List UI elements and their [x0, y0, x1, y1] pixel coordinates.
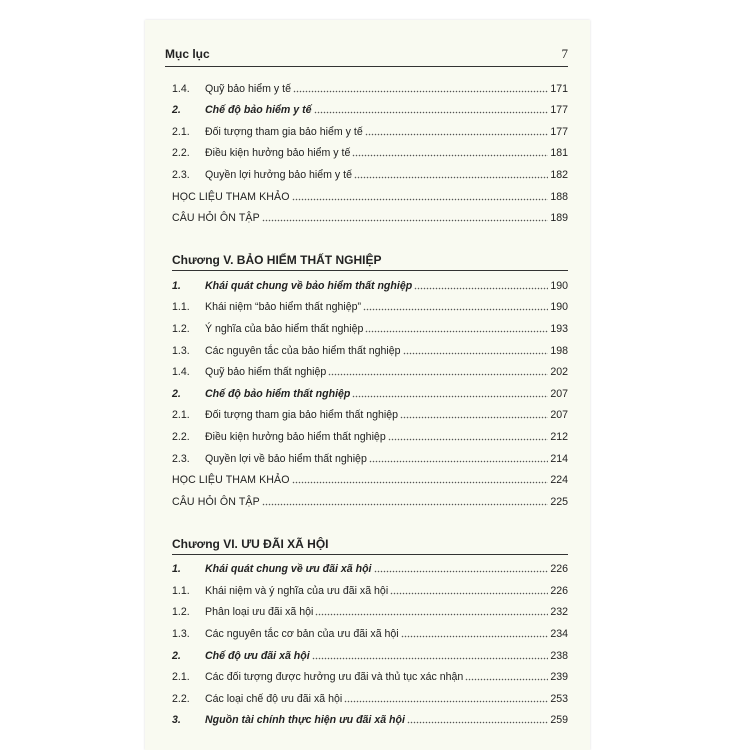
dot-leader — [400, 411, 548, 419]
toc-entry-title: Khái quát chung về bảo hiểm thất nghiệp — [205, 279, 413, 292]
toc-entry-number: 2.2. — [172, 692, 190, 705]
toc-entry-title: HỌC LIỆU THAM KHẢO — [172, 474, 290, 487]
toc-entry-number: 1. — [172, 563, 181, 576]
toc-entry-page: 202 — [550, 366, 568, 379]
toc-entry-page: 181 — [550, 147, 568, 160]
toc-entry-title: Khái niệm “bảo hiểm thất nghiệp” — [205, 301, 362, 314]
toc-entry[interactable] — [172, 557, 568, 579]
toc-entry-number: 2.1. — [172, 125, 190, 138]
chapter-heading — [172, 241, 568, 271]
toc-entry-page: 188 — [550, 190, 568, 203]
dot-leader — [374, 565, 549, 573]
dot-leader — [403, 347, 549, 355]
toc-entry-title: CÂU HỎI ÔN TẬP — [172, 495, 260, 508]
dot-leader — [262, 214, 549, 222]
toc-entry-title: Ý nghĩa của bảo hiểm thất nghiệp — [205, 322, 364, 335]
toc-entry-title: Các đối tượng được hưởng ưu đãi và thủ tục xác nhận — [205, 671, 464, 684]
toc-entry[interactable] — [172, 468, 568, 490]
toc-entry-number: 2. — [172, 104, 181, 117]
toc-entry[interactable] — [172, 578, 568, 600]
toc-entry-page: 190 — [550, 301, 568, 314]
toc-entry[interactable] — [172, 316, 568, 338]
toc-entry-number: 1.2. — [172, 322, 190, 335]
table-of-contents — [172, 76, 568, 729]
toc-entry[interactable] — [172, 273, 568, 295]
toc-entry[interactable] — [172, 381, 568, 403]
toc-entry-title: Các nguyên tắc của bảo hiểm thất nghiệp — [205, 344, 401, 357]
toc-entry-title: Chế độ ưu đãi xã hội — [205, 649, 310, 662]
dot-leader — [262, 498, 549, 506]
dot-leader — [465, 673, 548, 681]
toc-entry-number: 2. — [172, 649, 181, 662]
toc-entry-page: 238 — [550, 649, 568, 662]
toc-entry[interactable] — [172, 98, 568, 120]
toc-entry-page: 190 — [550, 279, 568, 292]
toc-entry[interactable] — [172, 446, 568, 468]
toc-entry-title: Quyền lợi hưởng bảo hiểm y tế — [205, 168, 353, 181]
toc-entry[interactable] — [172, 141, 568, 163]
toc-entry-page: 226 — [550, 563, 568, 576]
toc-entry-number: 2.1. — [172, 671, 190, 684]
toc-entry[interactable] — [172, 403, 568, 425]
toc-entry-title: Các nguyên tắc cơ bản của ưu đãi xã hội — [205, 628, 399, 641]
toc-entry-page: 239 — [550, 671, 568, 684]
toc-entry-page: 232 — [550, 606, 568, 619]
dot-leader — [293, 85, 548, 93]
dot-leader — [365, 128, 549, 136]
toc-entry-title: Quyền lợi về bảo hiểm thất nghiệp — [205, 452, 367, 465]
toc-entry-title: Các loại chế độ ưu đãi xã hội — [205, 692, 343, 705]
dot-leader — [401, 630, 549, 638]
toc-entry-number: 1.3. — [172, 344, 190, 357]
dot-leader — [363, 303, 548, 311]
chapter-title: Chương VI. ƯU ĐÃI XÃ HỘI — [172, 536, 329, 551]
toc-entry-title: Đối tượng tham gia bảo hiểm y tế — [205, 125, 363, 138]
toc-entry-page: 212 — [550, 430, 568, 443]
toc-entry[interactable] — [172, 708, 568, 730]
toc-entry-number: 2. — [172, 387, 181, 400]
chapter-title: Chương V. BẢO HIỂM THẤT NGHIỆP — [172, 253, 382, 268]
toc-entry[interactable] — [172, 360, 568, 382]
toc-entry-page: 182 — [550, 168, 568, 181]
toc-entry-page: 189 — [550, 212, 568, 225]
toc-entry[interactable] — [172, 119, 568, 141]
dot-leader — [388, 433, 549, 441]
page-header — [165, 44, 568, 67]
toc-entry-title: Phân loại ưu đãi xã hội — [205, 606, 314, 619]
toc-entry[interactable] — [172, 76, 568, 98]
toc-entry-page: 234 — [550, 628, 568, 641]
toc-entry-title: Điều kiện hưởng bảo hiểm y tế — [205, 147, 351, 160]
toc-entry-page: 207 — [550, 409, 568, 422]
toc-entry[interactable] — [172, 489, 568, 511]
book-page — [145, 20, 590, 750]
toc-entry-number: 2.2. — [172, 147, 190, 160]
toc-entry-page: 253 — [550, 692, 568, 705]
toc-entry-page: 214 — [550, 452, 568, 465]
dot-leader — [365, 325, 548, 333]
dot-leader — [292, 193, 549, 201]
toc-entry-title: HỌC LIỆU THAM KHẢO — [172, 190, 290, 203]
toc-entry-title: Đối tượng tham gia bảo hiểm thất nghiệp — [205, 409, 399, 422]
header-title: Mục lục — [165, 47, 210, 61]
dot-leader — [314, 106, 549, 114]
toc-entry-page: 226 — [550, 584, 568, 597]
dot-leader — [315, 608, 548, 616]
toc-entry[interactable] — [172, 338, 568, 360]
toc-entry-title: Điều kiện hưởng bảo hiểm thất nghiệp — [205, 430, 386, 443]
toc-entry-number: 1.2. — [172, 606, 190, 619]
toc-entry-title: Quỹ bảo hiểm y tế — [205, 82, 291, 95]
dot-leader — [390, 587, 548, 595]
toc-entry-number: 3. — [172, 714, 181, 727]
chapter-heading — [172, 525, 568, 555]
toc-entry[interactable] — [172, 643, 568, 665]
toc-entry-number: 2.1. — [172, 409, 190, 422]
toc-entry-page: 198 — [550, 344, 568, 357]
toc-entry[interactable] — [172, 424, 568, 446]
header-page-number: 7 — [561, 46, 568, 61]
toc-entry-number: 1.3. — [172, 628, 190, 641]
toc-entry[interactable] — [172, 295, 568, 317]
dot-leader — [369, 455, 548, 463]
toc-entry-number: 1.1. — [172, 584, 190, 597]
toc-entry-number: 1.1. — [172, 301, 190, 314]
toc-entry-page: 193 — [550, 322, 568, 335]
toc-entry-title: Nguồn tài chính thực hiện ưu đãi xã hội — [205, 714, 405, 727]
toc-entry[interactable] — [172, 600, 568, 622]
toc-entry-number: 1.4. — [172, 82, 190, 95]
toc-entry-page: 171 — [550, 82, 568, 95]
dot-leader — [292, 476, 549, 484]
toc-entry[interactable] — [172, 162, 568, 184]
dot-leader — [414, 282, 548, 290]
toc-entry[interactable] — [172, 621, 568, 643]
toc-entry-page: 207 — [550, 387, 568, 400]
dot-leader — [312, 652, 549, 660]
toc-entry-title: Khái quát chung về ưu đãi xã hội — [205, 563, 372, 576]
toc-entry-title: Chế độ bảo hiểm thất nghiệp — [205, 387, 351, 400]
toc-entry-page: 224 — [550, 474, 568, 487]
toc-entry-number: 1. — [172, 279, 181, 292]
toc-entry-page: 259 — [550, 714, 568, 727]
toc-entry-number: 2.3. — [172, 452, 190, 465]
toc-entry-number: 2.2. — [172, 430, 190, 443]
dot-leader — [407, 716, 548, 724]
toc-entry[interactable] — [172, 184, 568, 206]
toc-entry-title: CÂU HỎI ÔN TẬP — [172, 212, 260, 225]
dot-leader — [344, 695, 548, 703]
dot-leader — [328, 368, 548, 376]
toc-entry[interactable] — [172, 665, 568, 687]
toc-entry-number: 2.3. — [172, 168, 190, 181]
toc-entry-page: 225 — [550, 495, 568, 508]
dot-leader — [352, 149, 548, 157]
toc-entry-page: 177 — [550, 125, 568, 138]
toc-entry-title: Quỹ bảo hiểm thất nghiệp — [205, 366, 327, 379]
toc-entry-title: Chế độ bảo hiểm y tế — [205, 104, 312, 117]
dot-leader — [354, 171, 548, 179]
toc-entry-title: Khái niệm và ý nghĩa của ưu đãi xã hội — [205, 584, 389, 597]
toc-entry[interactable] — [172, 206, 568, 228]
toc-entry[interactable] — [172, 686, 568, 708]
toc-entry-page: 177 — [550, 104, 568, 117]
toc-entry-number: 1.4. — [172, 366, 190, 379]
dot-leader — [352, 390, 548, 398]
